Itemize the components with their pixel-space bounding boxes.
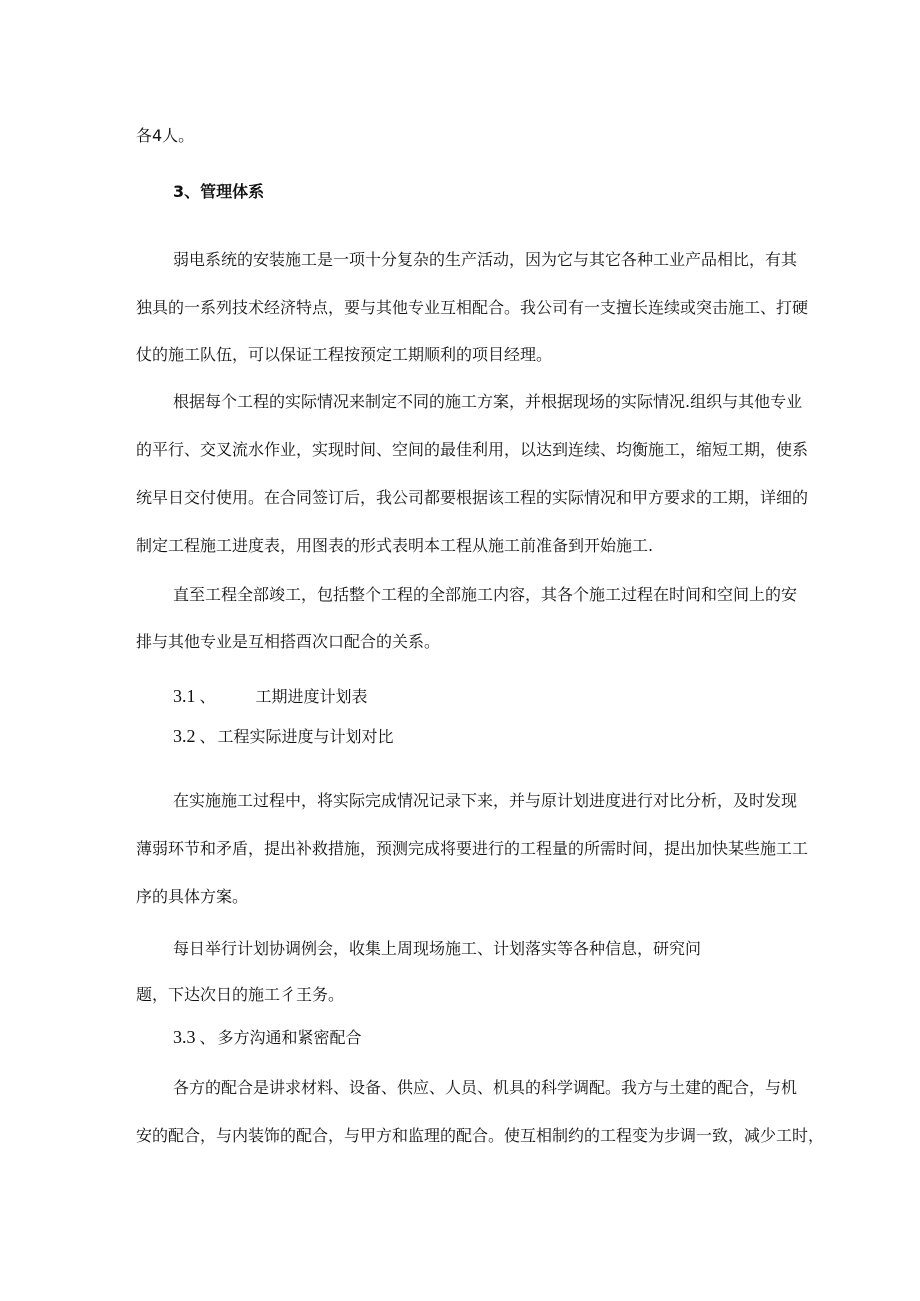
- intro-line: 各4人。: [136, 126, 195, 145]
- paragraph-line: 薄弱环节和矛盾，提出补救措施，预测完成将要进行的工程量的所需时间，提出加快某些施工工: [136, 839, 809, 858]
- section-heading: 3、管理体系: [173, 182, 265, 201]
- paragraph-line: 题，下达次日的施工彳王务。: [136, 985, 345, 1004]
- subsection-3-1: 3.1 、 工期进度计划表: [173, 686, 368, 706]
- paragraph-line: 制定工程施工进度表，用图表的形式表明本工程从施工前准备到开始施工.: [136, 536, 654, 555]
- paragraph-line: 在实施施工过程中，将实际完成情况记录下来，并与原计划进度进行对比分析，及时发现: [173, 791, 798, 810]
- paragraph-line: 安的配合，与内装饰的配合，与甲方和监理的配合。使互相制约的工程变为步调一致，减少工时，: [136, 1126, 825, 1145]
- subsection-3-3: 3.3 、 多方沟通和紧密配合: [173, 1027, 362, 1047]
- paragraph-line: 根据每个工程的实际情况来制定不同的施工方案，并根据现场的实际情况.组织与其他专业: [173, 392, 803, 411]
- paragraph-line: 弱电系统的安装施工是一项十分复杂的生产活动，因为它与其它各种工业产品相比，有其: [173, 250, 798, 269]
- paragraph-line: 排与其他专业是互相搭酉次口配合的关系。: [136, 632, 441, 651]
- paragraph-line: 的平行、交叉流水作业，实现时间、空间的最佳利用，以达到连续、均衡施工，缩短工期，使系: [136, 440, 809, 459]
- paragraph-line: 直至工程全部竣工，包括整个工程的全部施工内容，其各个施工过程在时间和空间上的安: [173, 585, 798, 604]
- paragraph-line: 统早日交付使用。在合同签订后，我公司都要根据该工程的实际情况和甲方要求的工期，详细的: [136, 488, 809, 507]
- paragraph-line: 仗的施工队伍，可以保证工程按预定工期顺利的项目经理。: [136, 345, 553, 364]
- paragraph-line: 独具的一系列技术经济特点，要与其他专业互相配合。我公司有一支擅长连续或突击施工、打硬: [136, 298, 809, 317]
- subsection-3-2: 3.2 、 工程实际进度与计划对比: [173, 726, 394, 746]
- paragraph-line: 序的具体方案。: [136, 887, 249, 906]
- paragraph-line: 各方的配合是讲求材料、设备、供应、人员、机具的科学调配。我方与土建的配合，与机: [173, 1078, 798, 1097]
- paragraph-line: 每日举行计划协调例会，收集上周现场施工、计划落实等各种信息，研究问: [173, 939, 702, 958]
